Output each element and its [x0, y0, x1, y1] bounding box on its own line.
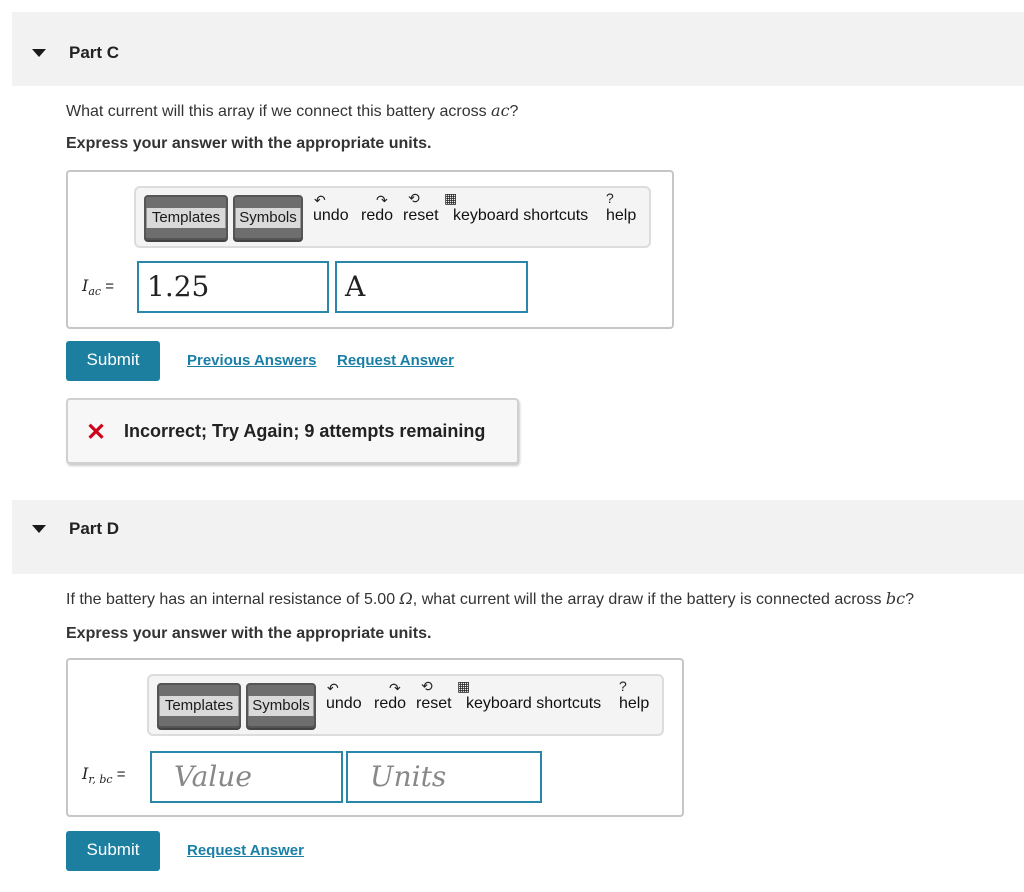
part-c-instruction: Express your answer with the appropriate units.: [66, 135, 432, 152]
keyboard-shortcuts-button[interactable]: keyboard shortcuts: [466, 695, 602, 712]
reset-button[interactable]: reset: [403, 207, 439, 224]
part-c-feedback-box: [66, 398, 519, 464]
incorrect-x-icon: ✕: [86, 419, 107, 446]
previous-answers-link[interactable]: Previous Answers: [187, 352, 317, 369]
symbols-button[interactable]: Symbols: [233, 195, 303, 240]
part-c-submit-button[interactable]: Submit: [66, 341, 160, 381]
undo-arrow-icon[interactable]: ↶: [314, 192, 326, 208]
collapse-triangle-icon[interactable]: [32, 49, 46, 57]
undo-arrow-icon[interactable]: ↶: [327, 680, 339, 696]
part-d-header[interactable]: [12, 500, 1024, 574]
part-c-request-answer-link[interactable]: Request Answer: [337, 352, 454, 369]
part-d-submit-button[interactable]: Submit: [66, 831, 160, 871]
reset-icon[interactable]: ⟲: [408, 190, 420, 206]
reset-button[interactable]: reset: [416, 695, 452, 712]
help-icon[interactable]: ?: [619, 678, 627, 694]
part-d-question: If the battery has an internal resistance of 5.00 Ω, what current will the array draw if the battery is connected across bc?: [66, 589, 914, 608]
reset-icon[interactable]: ⟲: [421, 678, 433, 694]
part-c-math-toolbar: [134, 186, 651, 248]
keyboard-icon[interactable]: ▦: [457, 678, 471, 694]
part-d-variable-label: $I_{r, bc}$ =: [82, 764, 126, 787]
part-d-title: Part D: [69, 519, 120, 538]
part-d-math-toolbar: [147, 674, 664, 736]
templates-button[interactable]: Templates: [144, 195, 228, 240]
part-d-instruction: Express your answer with the appropriate units.: [66, 625, 432, 642]
part-c-variable-label: $I_{ac}$ =: [82, 276, 114, 299]
undo-button[interactable]: undo: [326, 695, 362, 712]
redo-button[interactable]: redo: [374, 695, 407, 712]
collapse-triangle-icon[interactable]: [32, 525, 46, 533]
part-c-value-input[interactable]: 1.25: [137, 261, 329, 313]
keyboard-icon[interactable]: ▦: [444, 190, 458, 206]
part-d-value-input[interactable]: Value: [150, 751, 343, 803]
part-c-units-input[interactable]: A: [335, 261, 528, 313]
part-d-units-input[interactable]: Units: [346, 751, 542, 803]
part-c-answer-box: [66, 170, 674, 329]
templates-button[interactable]: Templates: [157, 683, 241, 728]
part-c-question: What current will this array if we connect this battery across ac?: [66, 101, 519, 120]
part-d-request-answer-link[interactable]: Request Answer: [187, 842, 304, 859]
redo-arrow-icon[interactable]: ↷: [389, 680, 401, 696]
symbols-button[interactable]: Symbols: [246, 683, 316, 728]
help-icon[interactable]: ?: [606, 190, 614, 206]
feedback-message: Incorrect; Try Again; 9 attempts remaining: [124, 421, 486, 441]
help-button[interactable]: help: [619, 695, 650, 712]
redo-button[interactable]: redo: [361, 207, 394, 224]
keyboard-shortcuts-button[interactable]: keyboard shortcuts: [453, 207, 589, 224]
part-c-header[interactable]: [12, 12, 1024, 86]
redo-arrow-icon[interactable]: ↷: [376, 192, 388, 208]
undo-button[interactable]: undo: [313, 207, 349, 224]
part-c-title: Part C: [69, 43, 120, 62]
help-button[interactable]: help: [606, 207, 637, 224]
part-d-answer-box: [66, 658, 684, 817]
